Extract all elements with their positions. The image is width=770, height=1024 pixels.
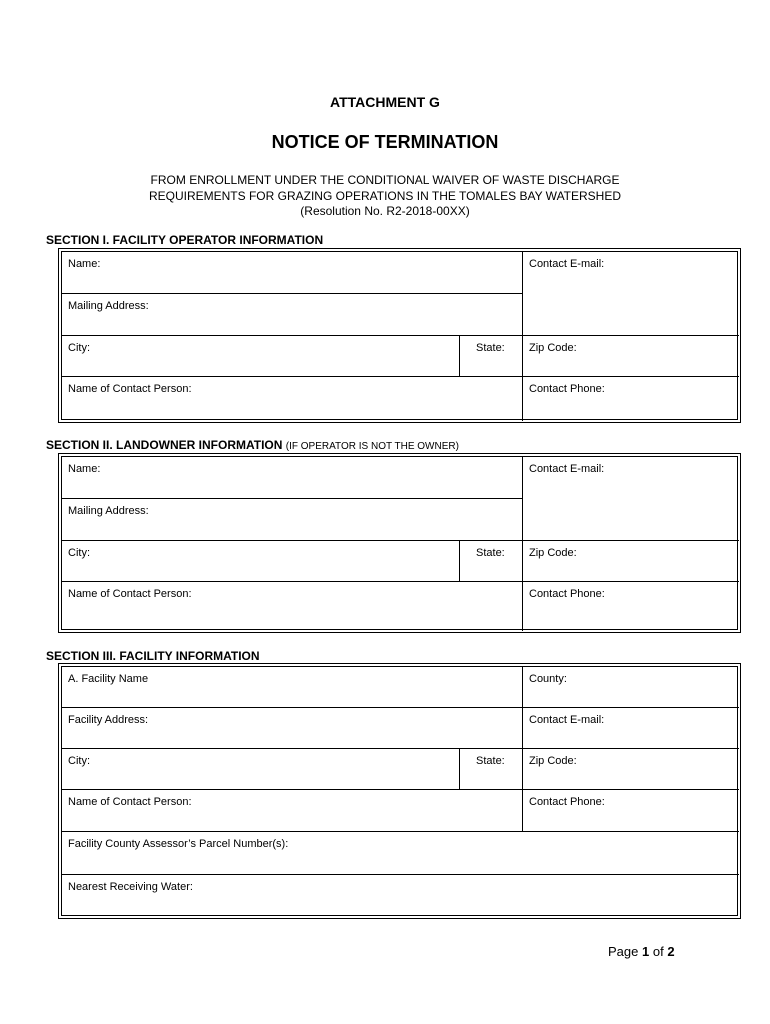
facility-city-field[interactable]: [62, 749, 460, 790]
section-1-form: [58, 248, 741, 423]
facility-state-field[interactable]: [460, 749, 523, 790]
document-title: NOTICE OF TERMINATION: [271, 132, 499, 152]
subtitle-line-2: REQUIREMENTS FOR GRAZING OPERATIONS IN THE TOMALES BAY WATERSHED: [148, 188, 622, 203]
operator-mailing-address-field[interactable]: [62, 294, 523, 336]
facility-county-field[interactable]: [523, 667, 739, 708]
landowner-contact-person-field[interactable]: [62, 582, 523, 631]
landowner-state-field[interactable]: [460, 541, 523, 582]
subtitle-line-1: FROM ENROLLMENT UNDER THE CONDITIONAL WAIVER OF WASTE DISCHARGE: [150, 173, 620, 187]
operator-contact-phone-label: Contact Phone:: [529, 383, 605, 395]
page-of-word: of: [652, 944, 664, 959]
facility-email-field[interactable]: [523, 708, 739, 749]
nearest-receiving-water-field[interactable]: [62, 875, 739, 917]
operator-zip-label: Zip Code:: [529, 342, 577, 354]
landowner-email-field[interactable]: [523, 457, 739, 541]
section-2-inner-border: [61, 456, 738, 630]
subtitle-line-3: (Resolution No. R2-2018-00XX): [300, 204, 470, 218]
document-subtitle: [0, 173, 770, 220]
section-2-title: [46, 438, 459, 452]
landowner-city-label: City:: [68, 547, 90, 559]
facility-state-label: State:: [476, 755, 505, 767]
landowner-zip-field[interactable]: [523, 541, 739, 582]
landowner-contact-person-label: Name of Contact Person:: [68, 588, 192, 600]
page-word: Page: [608, 944, 639, 959]
section-3-inner-border: [61, 666, 738, 916]
page-total: 2: [667, 944, 675, 959]
facility-address-label: Facility Address:: [68, 714, 149, 726]
section-2-note: (IF OPERATOR IS NOT THE OWNER): [285, 441, 459, 452]
operator-contact-person-field[interactable]: [62, 377, 523, 421]
operator-state-label: State:: [476, 342, 505, 354]
facility-county-label: County:: [529, 673, 567, 685]
page-number: [608, 944, 675, 959]
operator-city-field[interactable]: [62, 336, 460, 377]
operator-city-label: City:: [68, 342, 90, 354]
facility-name-field[interactable]: [62, 667, 523, 708]
facility-parcel-numbers-field[interactable]: [62, 832, 739, 875]
landowner-mailing-address-field[interactable]: [62, 499, 523, 541]
facility-parcel-numbers-label: Facility County Assessor’s Parcel Number(s):: [68, 838, 289, 850]
facility-email-label: Contact E-mail:: [529, 714, 605, 726]
facility-name-label: A. Facility Name: [68, 673, 149, 685]
section-2-title-text: SECTION II. LANDOWNER INFORMATION: [46, 438, 283, 452]
landowner-zip-label: Zip Code:: [529, 547, 577, 559]
nearest-receiving-water-label: Nearest Receiving Water:: [68, 881, 193, 893]
landowner-mailing-address-label: Mailing Address:: [68, 505, 149, 517]
facility-zip-field[interactable]: [523, 749, 739, 790]
section-2-form: [58, 453, 741, 633]
facility-zip-label: Zip Code:: [529, 755, 577, 767]
landowner-name-label: Name:: [68, 463, 101, 475]
landowner-email-label: Contact E-mail:: [529, 463, 605, 475]
operator-email-label: Contact E-mail:: [529, 258, 605, 270]
facility-contact-person-field[interactable]: [62, 790, 523, 832]
landowner-contact-phone-field[interactable]: [523, 582, 739, 631]
facility-address-field[interactable]: [62, 708, 523, 749]
section-1-inner-border: [61, 251, 738, 420]
landowner-contact-phone-label: Contact Phone:: [529, 588, 605, 600]
facility-city-label: City:: [68, 755, 90, 767]
section-3-form: [58, 663, 741, 919]
landowner-state-label: State:: [476, 547, 505, 559]
attachment-label: ATTACHMENT G: [330, 94, 440, 110]
operator-mailing-address-label: Mailing Address:: [68, 300, 149, 312]
facility-contact-person-label: Name of Contact Person:: [68, 796, 192, 808]
facility-contact-phone-field[interactable]: [523, 790, 739, 832]
section-3-title: SECTION III. FACILITY INFORMATION: [46, 649, 260, 663]
facility-contact-phone-label: Contact Phone:: [529, 796, 605, 808]
operator-email-field[interactable]: [523, 252, 739, 336]
landowner-city-field[interactable]: [62, 541, 460, 582]
landowner-name-field[interactable]: [62, 457, 523, 499]
operator-contact-person-label: Name of Contact Person:: [68, 383, 192, 395]
operator-name-field[interactable]: [62, 252, 523, 294]
operator-zip-field[interactable]: [523, 336, 739, 377]
page-current: 1: [642, 944, 650, 959]
operator-contact-phone-field[interactable]: [523, 377, 739, 421]
section-1-title: SECTION I. FACILITY OPERATOR INFORMATION: [46, 233, 324, 247]
operator-state-field[interactable]: [460, 336, 523, 377]
operator-name-label: Name:: [68, 258, 101, 270]
